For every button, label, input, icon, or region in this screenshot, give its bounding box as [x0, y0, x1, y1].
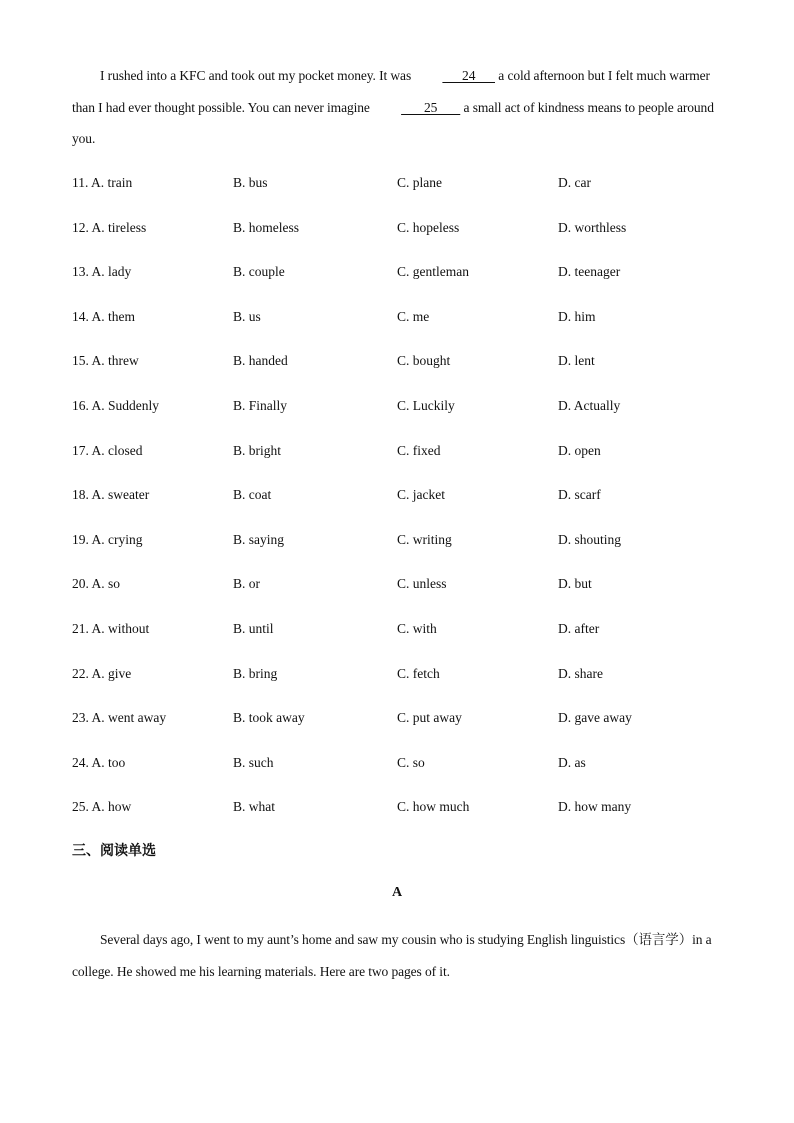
- option-b: B. or: [233, 576, 260, 592]
- question-row: [72, 573, 732, 618]
- option-a: [72, 796, 131, 818]
- question-number: 12.: [72, 219, 89, 235]
- passage-title: A: [391, 885, 403, 900]
- option-b: B. homeless: [233, 219, 299, 235]
- option-b: B. bright: [233, 442, 282, 458]
- question-row: [72, 306, 732, 351]
- option-d: D. lent: [558, 353, 595, 369]
- question-row: [72, 172, 732, 217]
- option-d: D. Actually: [558, 397, 621, 413]
- question-row: [72, 350, 732, 395]
- question-number: 22.: [72, 665, 89, 681]
- option-a: [72, 707, 166, 729]
- option-b: B. couple: [233, 264, 285, 280]
- passage-text-part3: a small act of kindness means to people around you.: [72, 99, 714, 146]
- option-a: [72, 752, 125, 774]
- option-c: C. me: [397, 308, 430, 324]
- option-a: [72, 663, 131, 685]
- option-c: C. plane: [397, 175, 442, 190]
- option-a: [72, 484, 149, 506]
- question-number: 20.: [72, 576, 89, 592]
- option-d: D. gave away: [558, 710, 632, 726]
- question-number: 21.: [72, 620, 89, 636]
- option-a-text: A. too: [91, 754, 126, 770]
- question-number: 19.: [72, 531, 89, 547]
- question-number: 24.: [72, 754, 89, 770]
- option-a-text: A. went away: [91, 710, 167, 726]
- question-number: 13.: [72, 264, 89, 280]
- option-d: D. but: [558, 576, 592, 592]
- option-b: B. us: [233, 308, 261, 324]
- option-a: [72, 306, 135, 328]
- option-a-text: A. train: [91, 175, 133, 190]
- question-number: 15.: [72, 353, 89, 369]
- option-b: B. took away: [233, 710, 305, 726]
- option-d: D. after: [558, 620, 600, 636]
- option-c: C. unless: [397, 576, 447, 592]
- option-d: D. share: [558, 665, 603, 681]
- option-c: C. jacket: [397, 487, 445, 503]
- option-a: [72, 217, 146, 239]
- option-a: [72, 440, 143, 462]
- option-d: D. as: [558, 754, 586, 770]
- option-c: C. how much: [397, 799, 470, 815]
- option-b: B. until: [233, 620, 274, 636]
- option-a: [72, 172, 132, 194]
- option-b: B. saying: [233, 531, 285, 547]
- option-a-text: A. Suddenly: [91, 397, 160, 413]
- option-a-text: A. sweater: [91, 487, 150, 503]
- reading-passage-intro: Several days ago, I went to my aunt’s home and saw my cousin who is studying English linguistics（语言学）in a college. He showed me his learning materials. Here are two pages of it.: [72, 932, 712, 979]
- question-row: [72, 440, 732, 485]
- option-a: [72, 573, 120, 595]
- option-c: C. bought: [397, 353, 451, 369]
- question-number: 18.: [72, 487, 89, 503]
- option-b: B. what: [233, 799, 275, 815]
- question-row: [72, 752, 732, 797]
- option-d: D. him: [558, 308, 596, 324]
- option-a-text: A. without: [91, 620, 150, 636]
- question-row: [72, 618, 732, 663]
- blank-24: 24: [442, 68, 495, 83]
- passage-text-part1: I rushed into a KFC and took out my pocket money. It was: [100, 68, 415, 83]
- option-d: D. shouting: [558, 531, 622, 547]
- option-a-text: A. closed: [91, 442, 143, 458]
- option-b: B. coat: [233, 487, 272, 503]
- option-a-text: A. crying: [91, 531, 143, 547]
- option-a: [72, 395, 159, 417]
- question-number: 16.: [72, 397, 89, 413]
- question-number: 17.: [72, 442, 89, 458]
- question-row: [72, 796, 732, 841]
- option-a: [72, 529, 143, 551]
- option-b: B. bus: [233, 175, 268, 190]
- question-number: 14.: [72, 308, 89, 324]
- option-a-text: A. tireless: [91, 219, 147, 235]
- option-d: D. car: [558, 175, 591, 190]
- option-d: D. teenager: [558, 264, 621, 280]
- option-c: C. hopeless: [397, 219, 460, 235]
- section-heading: 三、阅读单选: [72, 843, 156, 859]
- option-d: D. worthless: [558, 219, 627, 235]
- answer-options-list: [72, 172, 732, 841]
- option-b: B. bring: [233, 665, 278, 681]
- option-d: D. how many: [558, 799, 632, 815]
- option-c: C. put away: [397, 710, 462, 726]
- option-c: C. Luckily: [397, 397, 455, 413]
- option-b: B. such: [233, 754, 274, 770]
- option-b: B. handed: [233, 353, 288, 369]
- option-d: D. scarf: [558, 487, 601, 503]
- option-a: [72, 261, 131, 283]
- question-number: 11.: [72, 175, 89, 190]
- question-row: [72, 217, 732, 262]
- option-c: C. gentleman: [397, 264, 469, 280]
- option-c: C. fetch: [397, 665, 440, 681]
- option-b: B. Finally: [233, 397, 288, 413]
- option-c: C. writing: [397, 531, 452, 547]
- question-row: [72, 395, 732, 440]
- question-number: 25.: [72, 799, 89, 815]
- question-row: [72, 707, 732, 752]
- option-a-text: A. how: [91, 799, 132, 815]
- question-row: [72, 261, 732, 306]
- option-d: D. open: [558, 442, 601, 458]
- option-c: C. fixed: [397, 442, 441, 458]
- option-a-text: A. give: [91, 665, 132, 681]
- option-a-text: A. lady: [91, 264, 132, 280]
- option-a-text: A. threw: [91, 353, 139, 369]
- option-c: C. with: [397, 620, 437, 636]
- cloze-passage-ending: [72, 60, 722, 155]
- question-row: [72, 663, 732, 708]
- option-a: [72, 618, 149, 640]
- option-a-text: A. so: [91, 576, 121, 592]
- option-a-text: A. them: [91, 308, 136, 324]
- question-row: [72, 484, 732, 529]
- passage-text-part2: a cold afternoon but I felt much warmer than I had ever thought possible. You can never imagine: [72, 68, 710, 115]
- option-a: [72, 350, 139, 372]
- blank-25: 25: [401, 99, 461, 115]
- question-number: 23.: [72, 710, 89, 726]
- option-c: C. so: [397, 754, 425, 770]
- question-row: [72, 529, 732, 574]
